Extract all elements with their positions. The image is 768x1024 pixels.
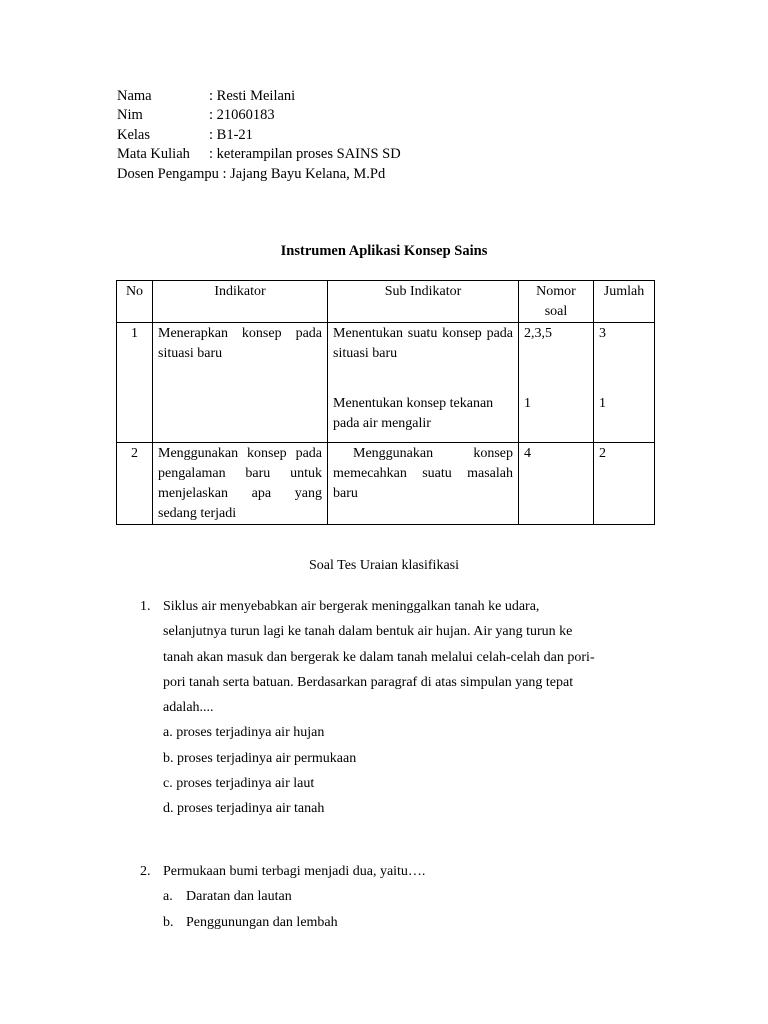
- info-row-nama: [117, 87, 401, 106]
- student-info: [117, 87, 401, 184]
- question-text: [163, 594, 595, 720]
- option-letter: a.: [163, 889, 173, 905]
- answer-option-a: a. proses terjadinya air hujan: [163, 725, 325, 741]
- question-number: 2.: [140, 864, 151, 879]
- info-value: : Resti Meilani: [209, 88, 296, 104]
- cell-jumlah: [594, 323, 655, 443]
- cell-indikator: Menggunakan konsep pada pengalaman baru untuk menjelaskan apa yang sedang terjadi: [153, 443, 328, 525]
- info-value: : B1-21: [209, 126, 253, 143]
- col-header-jumlah: Jumlah: [594, 281, 655, 323]
- option-letter: b.: [163, 914, 174, 930]
- answer-options: [163, 720, 640, 821]
- info-value: : 21060183: [209, 107, 275, 124]
- question-2: [140, 859, 640, 935]
- cell-jumlah: 2: [594, 443, 655, 525]
- info-value: : keterampilan proses SAINS SD: [209, 146, 401, 163]
- option-text: Penggunungan dan lembah: [186, 914, 338, 930]
- col-header-sub-indikator: Sub Indikator: [328, 281, 519, 323]
- answer-option-c: c. proses terjadinya air laut: [163, 776, 315, 792]
- question-stem: [140, 859, 640, 884]
- cell-indikator: Menerapkan konsep pada situasi baru: [153, 323, 328, 443]
- info-row-kelas: [117, 126, 401, 145]
- cell-nomor-soal: [519, 323, 594, 443]
- question-text: Permukaan bumi terbagi menjadi dua, yaitu….: [163, 864, 426, 879]
- question-line: Siklus air menyebabkan air bergerak meninggalkan tanah ke udara,: [163, 599, 540, 614]
- section-title: Soal Tes Uraian klasifikasi: [308, 558, 459, 573]
- col-header-indikator: Indikator: [153, 281, 328, 323]
- jumlah-value: 1: [599, 396, 606, 411]
- answer-option-a: [163, 884, 640, 909]
- jumlah-value: 3: [599, 326, 606, 341]
- instrument-title: Instrumen Aplikasi Konsep Sains: [280, 243, 488, 259]
- table-row: [117, 323, 655, 443]
- col-header-nomor-soal: Nomor soal: [519, 281, 594, 323]
- info-row-nim: [117, 106, 401, 125]
- cell-sub-indikator: [328, 323, 519, 443]
- question-number: 1.: [140, 599, 151, 614]
- cell-nomor-soal: 4: [519, 443, 594, 525]
- option-text: Daratan dan lautan: [186, 889, 292, 905]
- answer-option-d: d. proses terjadinya air tanah: [163, 801, 325, 817]
- table-header-row: [117, 281, 655, 323]
- answer-option-b: b. proses terjadinya air permukaan: [163, 750, 357, 766]
- info-label: Nama: [117, 88, 152, 104]
- cell-sub-indikator: Menggunakan konsep memecahkan suatu masalah baru: [328, 443, 519, 525]
- nomor-soal-value: 1: [524, 396, 531, 411]
- dosen-line: Dosen Pengampu : Jajang Bayu Kelana, M.Pd: [117, 165, 386, 182]
- info-label: Mata Kuliah: [117, 146, 190, 163]
- question-line: adalah....: [163, 700, 214, 716]
- col-header-no: No: [117, 281, 153, 323]
- instrument-table: [116, 280, 655, 525]
- sub-indikator-text: Menentukan suatu konsep pada situasi baru: [333, 326, 513, 361]
- info-row-dosen: [117, 165, 401, 184]
- info-label: Nim: [117, 107, 143, 124]
- question-line: selanjutnya turun lagi ke tanah dalam bentuk air hujan. Air yang turun ke: [163, 624, 573, 640]
- cell-no: 2: [117, 443, 153, 525]
- question-1: [140, 594, 640, 822]
- question-line: pori tanah serta batuan. Berdasarkan paragraf di atas simpulan yang tepat: [163, 674, 574, 690]
- answer-option-b: [163, 910, 640, 935]
- question-stem: [140, 594, 640, 720]
- cell-no: 1: [117, 323, 153, 443]
- nomor-soal-value: 2,3,5: [524, 326, 552, 341]
- answer-options: [163, 884, 640, 935]
- info-row-mata-kuliah: [117, 145, 401, 164]
- table-row: [117, 443, 655, 525]
- sub-indikator-text: Menentukan konsep tekanan pada air mengalir: [333, 396, 494, 431]
- question-line: tanah akan masuk dan bergerak ke dalam tanah melalui celah-celah dan pori-: [163, 649, 595, 665]
- info-label: Kelas: [117, 126, 151, 143]
